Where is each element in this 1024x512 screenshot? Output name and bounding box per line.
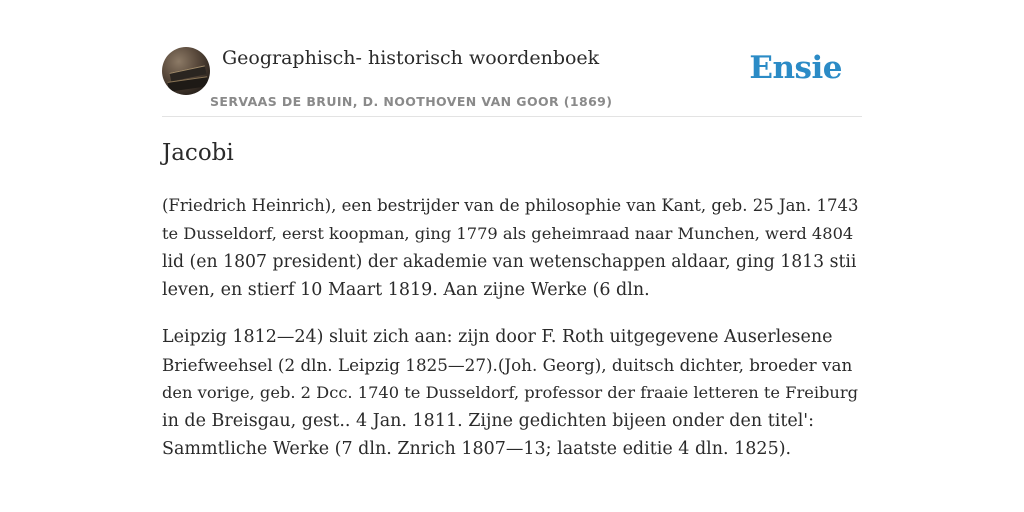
- entry-paragraph: [162, 192, 862, 304]
- paragraph-line: (Friedrich Heinrich), een bestrijder van de philosophie van Kant, geb. 25 Jan. 1743: [162, 196, 859, 215]
- paragraph-line: leven, en stierf 10 Maart 1819. Aan zijne Werke (6 dln.: [162, 280, 650, 300]
- entry-title: Jacobi: [162, 140, 234, 166]
- paragraph-line: Sammtliche Werke (7 dln. Znrich 1807—13; laatste editie 4 dln. 1825).: [162, 439, 792, 459]
- ensie-logo[interactable]: Ensie: [749, 50, 842, 86]
- paragraph-line: te Dusseldorf, eerst koopman, ging 1779 als geheimraad naar Munchen, werd 4804: [162, 224, 854, 243]
- entry-paragraph: [162, 323, 862, 463]
- paragraph-line: den vorige, geb. 2 Dcc. 1740 te Dusseldorf, professor der fraaie letteren te Freiburg: [162, 383, 859, 402]
- paragraph-line: in de Breisgau, gest.. 4 Jan. 1811. Zijne gedichten bijeen onder den titel':: [162, 411, 815, 431]
- paragraph-line: Briefweehsel (2 dln. Leipzig 1825—27).(Joh. Georg), duitsch dichter, broeder van: [162, 355, 853, 375]
- paragraph-line: Leipzig 1812—24) sluit zich aan: zijn door F. Roth uitgegevene Auserlesene: [162, 327, 833, 347]
- book-authors: SERVAAS DE BRUIN, D. NOOTHOVEN VAN GOOR (1869): [210, 94, 613, 109]
- book-header: [162, 44, 862, 117]
- entry-body: [162, 192, 862, 482]
- paragraph-line: lid (en 1807 president) der akademie van wetenschappen aldaar, ging 1813 stii: [162, 252, 857, 272]
- book-cover-avatar[interactable]: [162, 47, 210, 95]
- book-title-link[interactable]: Geographisch- historisch woordenboek: [222, 47, 600, 69]
